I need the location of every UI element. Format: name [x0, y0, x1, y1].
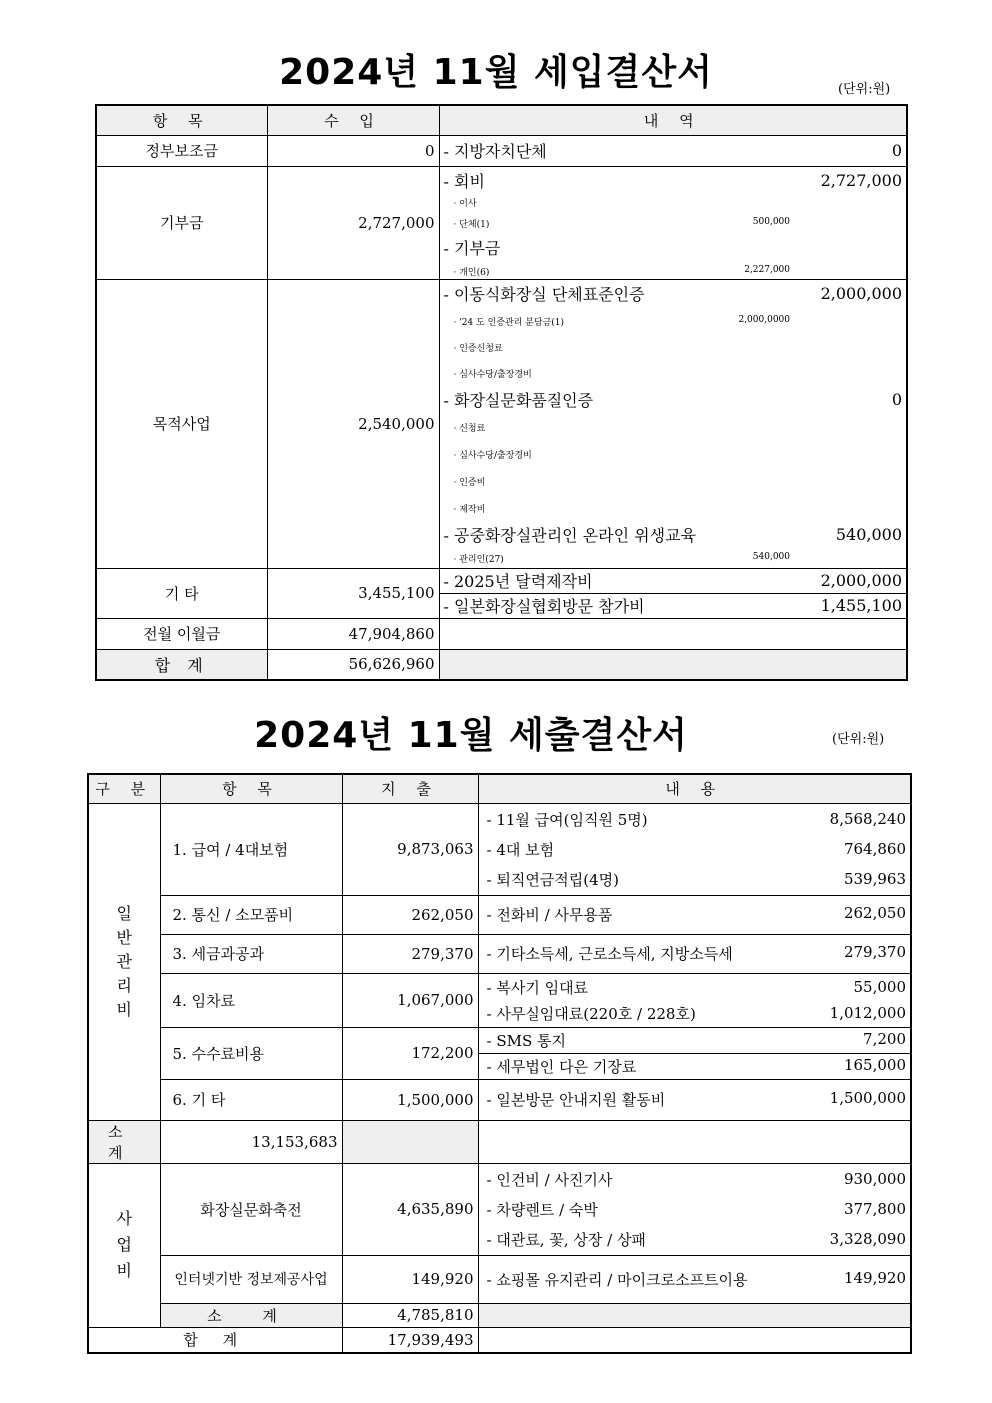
expense-group-business — [88, 1163, 160, 1327]
expense-amount: 149,920 — [342, 1255, 478, 1303]
expense-header-group: 구 분 — [88, 774, 160, 803]
expense-amount: 172,200 — [342, 1027, 478, 1079]
content-value: 149,920 — [843, 1268, 906, 1287]
income-title: 2024년 11월 세입결산서 — [279, 52, 713, 93]
detail-value: 1,455,100 — [820, 596, 902, 615]
detail-sub-label: · 관리인(27) — [453, 554, 504, 565]
income-header-detail: 내 역 — [439, 105, 907, 135]
content-label: - 일본방문 안내지원 활동비 — [486, 1091, 666, 1109]
expense-content — [478, 1053, 911, 1079]
expense-row — [88, 1079, 911, 1120]
income-header-row — [96, 105, 907, 135]
detail-sub-value: 500,000 — [752, 216, 790, 227]
income-item: 정부보조금 — [96, 135, 267, 166]
expense-row — [88, 803, 911, 895]
content-value: 1,500,000 — [829, 1089, 906, 1107]
content-label: - 세무법인 다은 기장료 — [486, 1057, 637, 1076]
detail-sub-label: · 인증신청료 — [453, 343, 503, 354]
expense-row — [88, 934, 911, 973]
income-amount: 47,904,860 — [267, 618, 439, 649]
expense-total-empty — [478, 1327, 911, 1353]
content-value: 8,568,240 — [829, 810, 906, 828]
detail-sub-label: · 신청료 — [453, 423, 486, 434]
detail-sub-label: · 심사수당/출장경비 — [453, 369, 532, 380]
detail-value: 0 — [891, 389, 902, 409]
expense-amount: 262,050 — [342, 895, 478, 934]
content-label: - 전화비 / 사무용품 — [486, 906, 613, 924]
content-value: 1,012,000 — [829, 1004, 906, 1022]
expense-unit: (단위:원) — [832, 732, 885, 747]
detail-sub-label: · 단체(1) — [453, 219, 490, 230]
income-total-empty — [439, 649, 907, 680]
detail-sub-value: 540,000 — [752, 551, 790, 562]
income-item: 목적사업 — [96, 279, 267, 568]
detail-sub-label: · 이사 — [453, 198, 477, 209]
content-value: 377,800 — [843, 1200, 906, 1218]
income-row-gov — [96, 135, 907, 166]
content-value: 7,200 — [863, 1029, 906, 1048]
expense-group-general — [88, 803, 160, 1120]
group-label: 일반관리비 — [116, 903, 132, 1019]
expense-content — [478, 803, 911, 895]
content-value: 3,328,090 — [829, 1230, 906, 1248]
expense-item: 1. 급여 / 4대보험 — [160, 803, 342, 895]
detail-label: - 2025년 달력제작비 — [443, 572, 593, 591]
content-value: 764,860 — [843, 840, 906, 858]
income-amount: 0 — [267, 135, 439, 166]
income-detail-empty — [439, 618, 907, 649]
content-label: - 사무실임대료(220호 / 228호) — [486, 1004, 696, 1023]
expense-total-row — [88, 1327, 911, 1353]
income-amount: 3,455,100 — [267, 568, 439, 618]
detail-label: - 공중화장실관리인 온라인 위생교육 — [443, 525, 697, 545]
expense-amount: 1,500,000 — [342, 1079, 478, 1120]
subtotal-empty — [342, 1120, 478, 1163]
expense-header-row — [88, 774, 911, 803]
income-row-total — [96, 649, 907, 680]
expense-item: 인터넷기반 정보제공사업 — [160, 1255, 342, 1303]
income-table — [95, 104, 908, 681]
expense-row — [88, 1027, 911, 1053]
detail-sub-value: 2,000,0000 — [738, 314, 790, 325]
detail-label: - 이동식화장실 단체표준인증 — [443, 284, 645, 304]
expense-content — [478, 1255, 911, 1303]
expense-content — [478, 1079, 911, 1120]
detail-sub-label: · '24 도 인증관리 분담금(1) — [453, 317, 565, 328]
expense-row — [88, 895, 911, 934]
detail-label: - 지방자치단체 — [443, 142, 547, 161]
expense-amount: 1,067,000 — [342, 973, 478, 1027]
income-row-etc-1 — [96, 568, 907, 593]
detail-sub-label: · 제작비 — [453, 504, 486, 515]
detail-sub-label: · 개인(6) — [453, 267, 490, 278]
expense-amount: 9,873,063 — [342, 803, 478, 895]
content-label: - 복사기 임대료 — [486, 978, 589, 997]
expense-title: 2024년 11월 세출결산서 — [254, 715, 688, 756]
detail-label: - 기부금 — [443, 238, 501, 258]
content-label: - 퇴직연금적립(4명) — [486, 870, 620, 889]
expense-subtotal-general — [88, 1120, 911, 1163]
expense-content — [478, 934, 911, 973]
income-total-label: 합 계 — [96, 649, 267, 680]
subtotal-empty — [478, 1303, 911, 1327]
content-label: - 쇼핑몰 유지관리 / 마이크로소프트이용 — [486, 1270, 748, 1289]
expense-content — [478, 1027, 911, 1053]
detail-value: 2,000,000 — [820, 571, 902, 590]
expense-header-content: 내 용 — [478, 774, 911, 803]
expense-item: 5. 수수료비용 — [160, 1027, 342, 1079]
expense-item: 4. 임차료 — [160, 973, 342, 1027]
income-detail — [439, 568, 907, 593]
expense-row — [88, 973, 911, 1027]
expense-content — [478, 1163, 911, 1255]
income-detail — [439, 593, 907, 618]
detail-value: 2,000,000 — [820, 283, 902, 303]
content-label: - 4대 보험 — [486, 840, 555, 859]
expense-row — [88, 1163, 911, 1255]
income-detail — [439, 279, 907, 568]
subtotal-label: 소 계 — [160, 1303, 342, 1327]
expense-amount: 279,370 — [342, 934, 478, 973]
subtotal-amount: 4,785,810 — [342, 1303, 478, 1327]
content-label: - 인건비 / 사진기사 — [486, 1170, 613, 1189]
income-header-item: 항 목 — [96, 105, 267, 135]
subtotal-label: 소 계 — [88, 1120, 160, 1163]
expense-total-amount: 17,939,493 — [342, 1327, 478, 1353]
income-total-amount: 56,626,960 — [267, 649, 439, 680]
detail-label: - 화장실문화품질인증 — [443, 390, 594, 410]
income-item: 기부금 — [96, 166, 267, 279]
detail-value: 540,000 — [835, 524, 902, 544]
detail-label: - 일본화장실협회방문 참가비 — [443, 597, 645, 616]
expense-table — [87, 773, 912, 1354]
income-amount: 2,727,000 — [267, 166, 439, 279]
income-row-donation — [96, 166, 907, 279]
content-label: - SMS 통지 — [486, 1031, 566, 1050]
detail-value: 2,727,000 — [820, 170, 902, 190]
expense-header-amount: 지 출 — [342, 774, 478, 803]
subtotal-amount: 13,153,683 — [160, 1120, 342, 1163]
income-detail — [439, 166, 907, 279]
content-value: 930,000 — [843, 1170, 906, 1188]
detail-label: - 회비 — [443, 171, 485, 191]
expense-amount: 4,635,890 — [342, 1163, 478, 1255]
content-label: - 기타소득세, 근로소득세, 지방소득세 — [486, 945, 733, 963]
expense-content — [478, 895, 911, 934]
income-item: 기 타 — [96, 568, 267, 618]
income-row-carry — [96, 618, 907, 649]
income-header-amount: 수 입 — [267, 105, 439, 135]
income-detail — [439, 135, 907, 166]
expense-row — [88, 1255, 911, 1303]
detail-sub-value: 2,227,000 — [744, 264, 790, 275]
expense-item: 6. 기 타 — [160, 1079, 342, 1120]
expense-total-label: 합 계 — [88, 1327, 342, 1353]
detail-sub-label: · 인증비 — [453, 477, 486, 488]
content-label: - 차량렌트 / 숙박 — [486, 1200, 598, 1219]
expense-subtotal-business — [88, 1303, 911, 1327]
content-label: - 11월 급여(임직원 5명) — [486, 810, 648, 829]
content-value: 55,000 — [853, 978, 906, 996]
expense-header-item: 항 목 — [160, 774, 342, 803]
content-value: 262,050 — [843, 904, 906, 922]
content-value: 539,963 — [843, 870, 906, 888]
expense-item: 2. 통신 / 소모품비 — [160, 895, 342, 934]
expense-item: 화장실문화축전 — [160, 1163, 342, 1255]
content-value: 165,000 — [843, 1055, 906, 1074]
income-row-purpose — [96, 279, 907, 568]
income-item: 전월 이월금 — [96, 618, 267, 649]
group-label: 사업비 — [116, 1209, 132, 1280]
detail-value: 0 — [891, 141, 902, 160]
income-unit: (단위:원) — [838, 82, 891, 97]
income-amount: 2,540,000 — [267, 279, 439, 568]
content-value: 279,370 — [843, 943, 906, 961]
expense-content — [478, 973, 911, 1027]
expense-item: 3. 세금과공과 — [160, 934, 342, 973]
content-label: - 대관료, 꽃, 상장 / 상패 — [486, 1230, 646, 1249]
detail-sub-label: · 심사수당/출장경비 — [453, 450, 532, 461]
